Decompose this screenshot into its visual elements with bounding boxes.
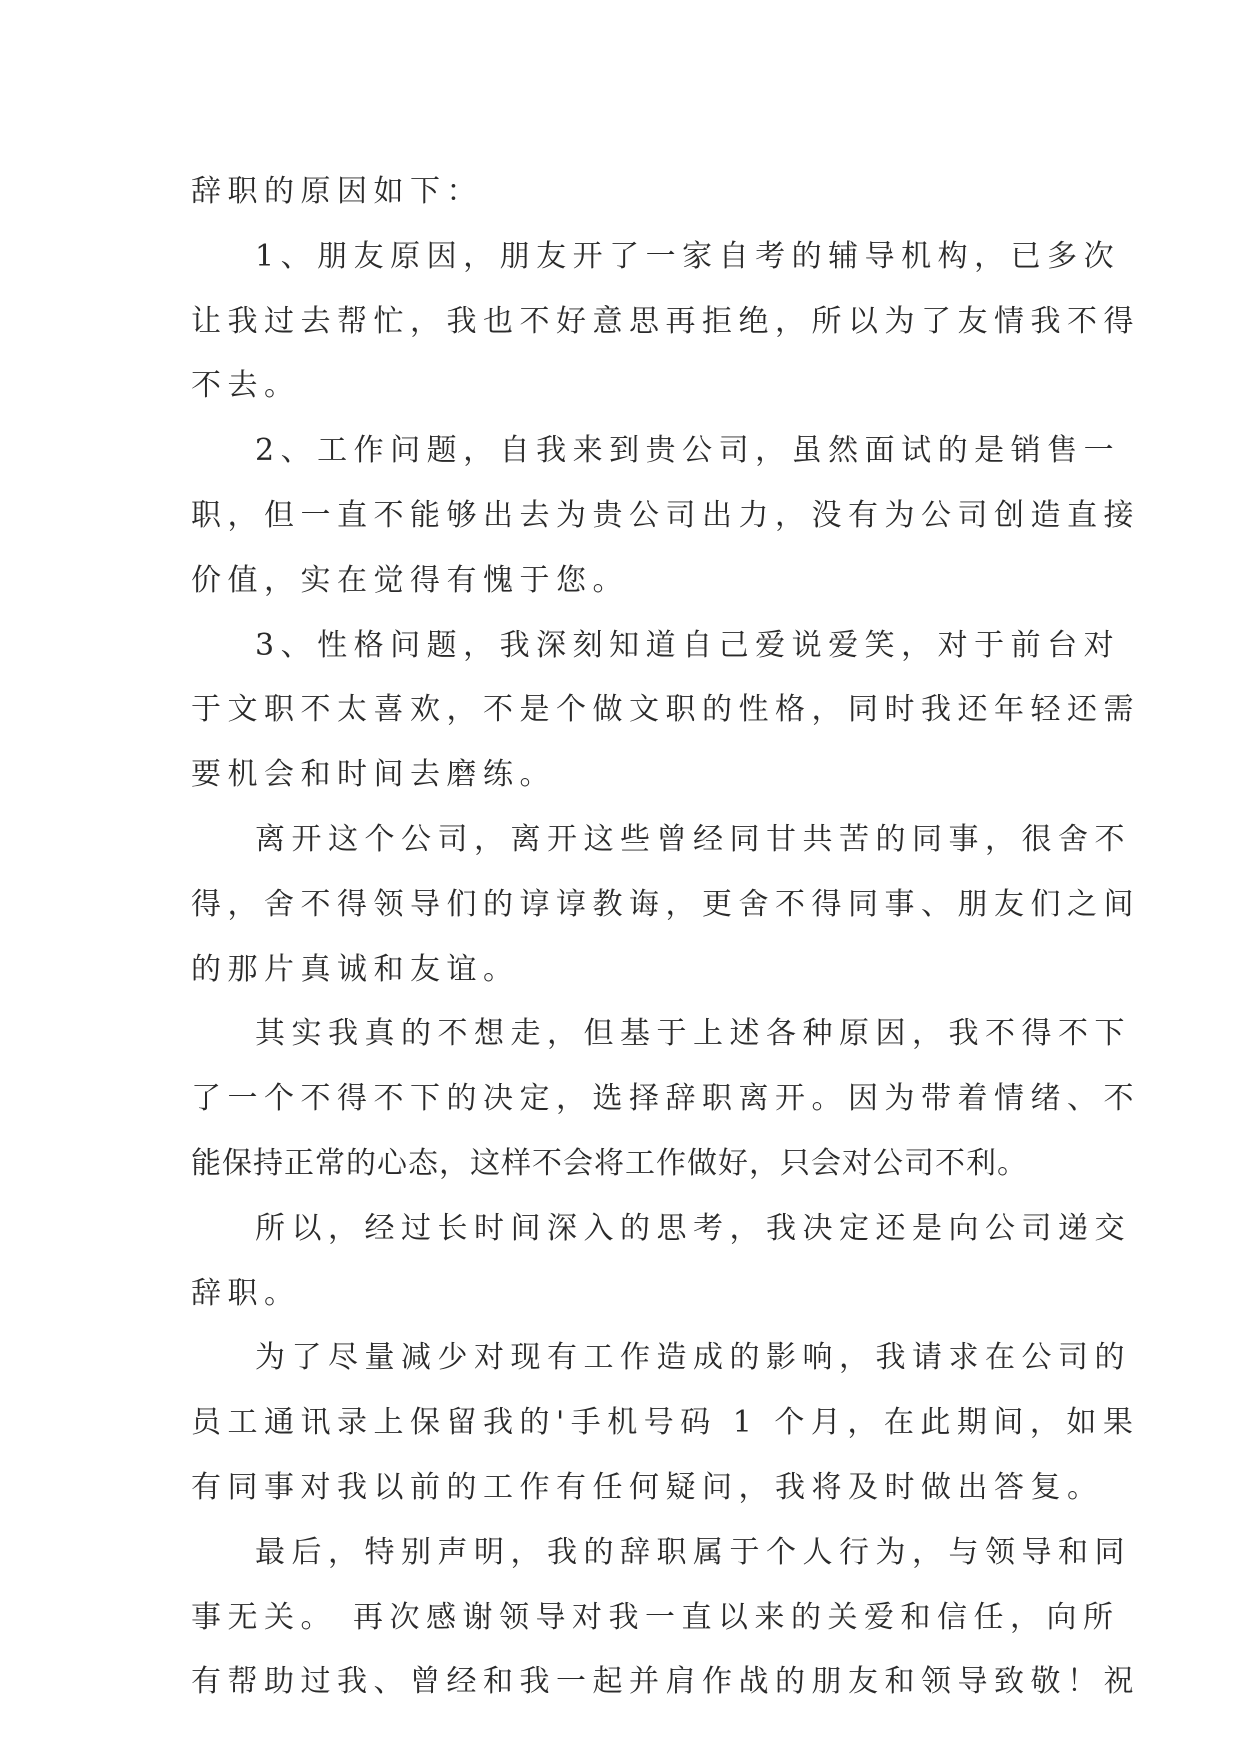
document-body <box>191 160 1140 1715</box>
text-line: 辞职的原因如下： <box>191 174 483 209</box>
text-line: 让我过去帮忙，我也不好意思再拒绝，所以为了友情我不得 <box>191 303 1140 339</box>
text-line: 得，舍不得领导们的谆谆教诲，更舍不得同事、朋友们之间 <box>191 886 1140 922</box>
text-line: 价值，实在觉得有愧于您。 <box>191 562 629 598</box>
text-line: 要机会和时间去磨练。 <box>191 757 556 793</box>
text-line: 的那片真诚和友谊。 <box>191 951 520 987</box>
text-line: 职，但一直不能够出去为贵公司出力，没有为公司创造直接 <box>191 497 1140 533</box>
text-line: 辞职。 <box>191 1275 301 1311</box>
paragraph-first-line: 其实我真的不想走，但基于上述各种原因，我不得不下 <box>255 1016 1131 1052</box>
paragraph-first-line: 1、朋友原因，朋友开了一家自考的辅导机构，已多次 <box>255 238 1121 274</box>
paragraph-first-line: 所以，经过长时间深入的思考，我决定还是向公司递交 <box>255 1210 1131 1246</box>
text-line: 有帮助过我、曾经和我一起并肩作战的朋友和领导致敬！祝 <box>191 1664 1140 1700</box>
text-line: 能保持正常的心态，这样不会将工作做好，只会对公司不利。 <box>191 1145 1028 1181</box>
text-line: 不去。 <box>191 368 301 404</box>
paragraph-first-line: 2、工作问题，自我来到贵公司，虽然面试的是销售一 <box>255 433 1121 469</box>
text-line: 于文职不太喜欢，不是个做文职的性格，同时我还年轻还需 <box>191 692 1140 728</box>
text-line: 员工通讯录上保留我的'手机号码 1 个月，在此期间，如果 <box>191 1405 1140 1441</box>
paragraph-first-line: 为了尽量减少对现有工作造成的影响，我请求在公司的 <box>255 1340 1131 1376</box>
text-line: 有同事对我以前的工作有任何疑问，我将及时做出答复。 <box>191 1469 1104 1505</box>
paragraph-first-line: 离开这个公司，离开这些曾经同甘共苦的同事，很舍不 <box>255 821 1131 857</box>
paragraph-first-line: 3、性格问题，我深刻知道自己爱说爱笑，对于前台对 <box>255 627 1121 663</box>
paragraph-first-line: 最后，特别声明，我的辞职属于个人行为，与领导和同 <box>255 1534 1131 1570</box>
text-line: 了一个不得不下的决定，选择辞职离开。因为带着情绪、不 <box>191 1081 1140 1117</box>
text-line: 事无关。 再次感谢领导对我一直以来的关爱和信任，向所 <box>191 1599 1120 1635</box>
